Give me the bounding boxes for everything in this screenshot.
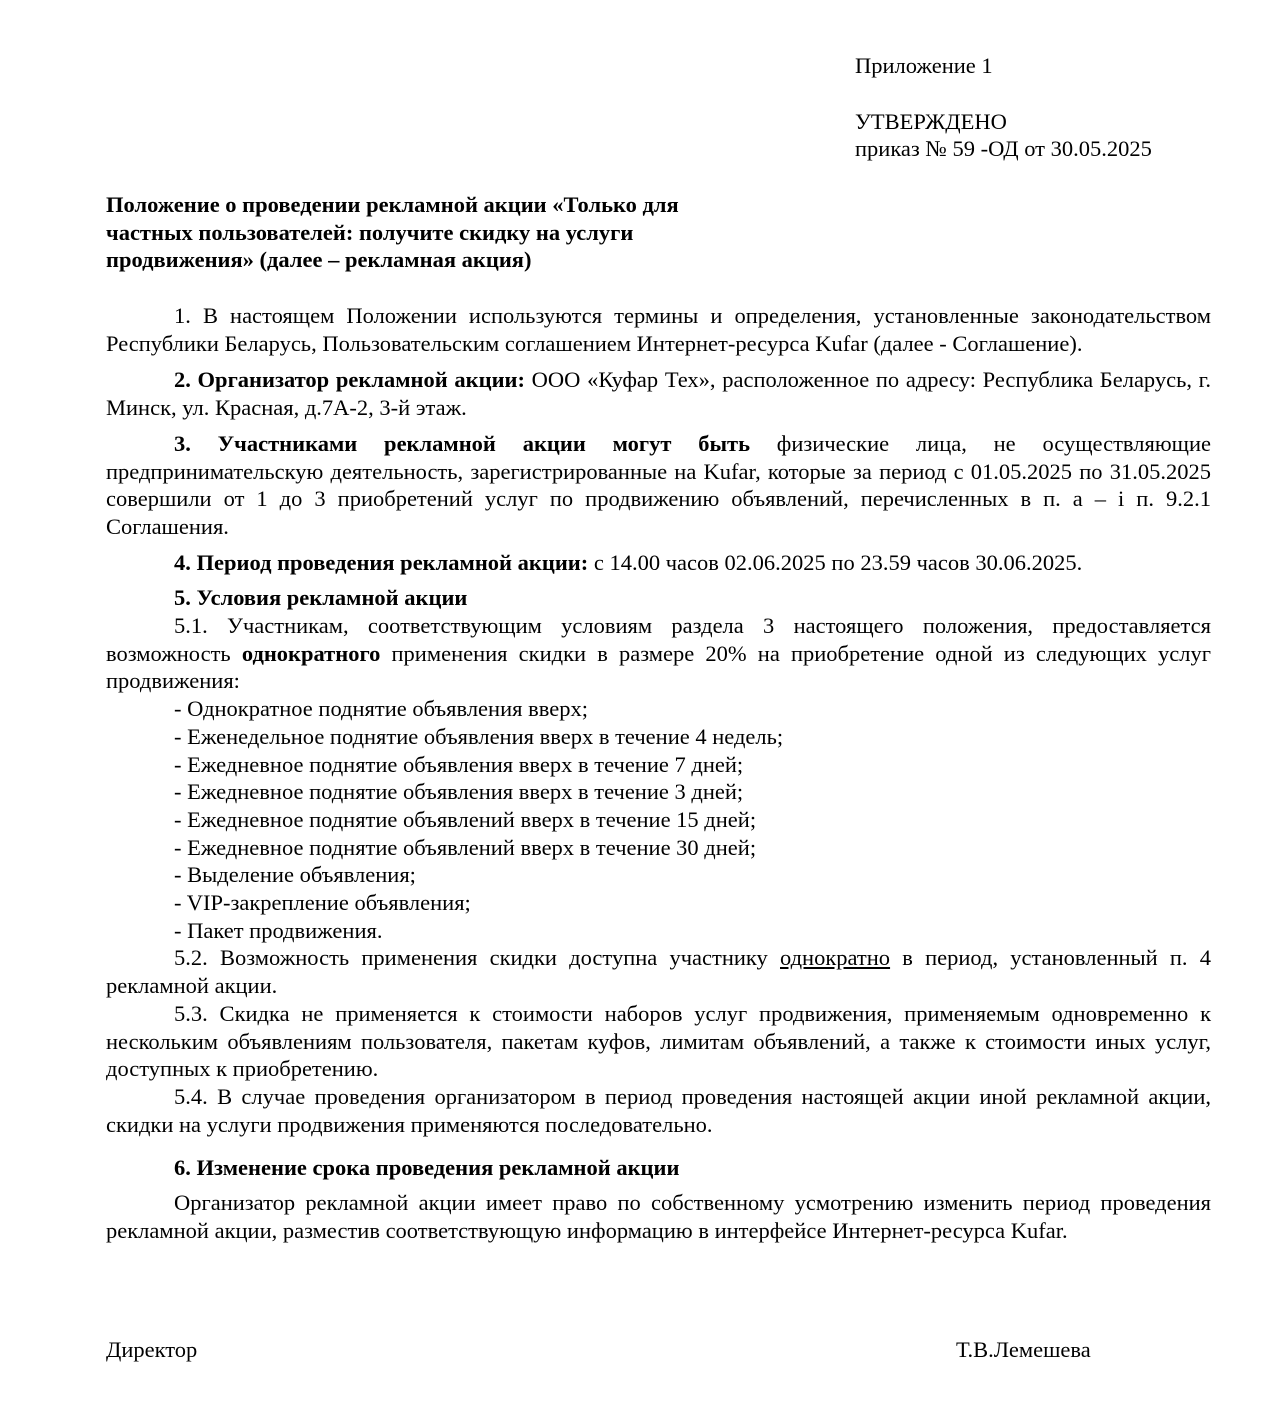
section-5-2-underlined: однократно (780, 945, 891, 971)
section-5-2-text-a: 5.2. Возможность применения скидки доступна участнику (174, 945, 780, 971)
list-item: - VIP-закрепление объявления; (174, 890, 471, 916)
appendix-label: Приложение 1 (855, 53, 993, 78)
section-6-text: Организатор рекламной акции имеет право по собственному усмотрению изменить период проведения рекламной акции, разместив соответствующую информацию в интерфейсе Интернет-ресурса Kufar. (106, 1190, 1211, 1243)
section-4-label: 4. Период проведения рекламной акции: (174, 549, 589, 575)
section-3 (106, 430, 1211, 541)
section-5-1-bold: однократного (241, 640, 381, 666)
section-5-1-text-b: применения скидки в размере 20% на приобретение одной из следующих услуг продвижения: (106, 640, 1211, 694)
section-3-text: физические лица, не осуществляющие предпринимательскую деятельность, зарегистрированные на Kufar, которые за период с 01.05.2025 по 31.05.2025 совершили от 1 до 3 приобретений услуг по продвижению объявлений, перечисленных в п. а – i п. 9.2.1 Соглашения. (106, 430, 1211, 539)
section-5-1 (106, 612, 1211, 695)
signature-name: Т.В.Лемешева (956, 1337, 1091, 1362)
title-line-1: Положение о проведении рекламной акции «Только для (106, 192, 679, 217)
section-4-text: с 14.00 часов 02.06.2025 по 23.59 часов 30.06.2025. (588, 549, 1083, 575)
section-3-label: 3. Участниками рекламной акции могут быть (174, 430, 750, 456)
section-5-4: 5.4. В случае проведения организатором в период проведения настоящей акции иной рекламной акции, скидки на услуги продвижения применяются последовательно. (106, 1083, 1211, 1137)
list-item: - Ежедневное поднятие объявлений вверх в течение 30 дней; (174, 834, 757, 860)
list-item: - Пакет продвижения. (174, 917, 383, 943)
order-reference: приказ № 59 -ОД от 30.05.2025 (855, 136, 1152, 162)
list-item: - Ежедневное поднятие объявления вверх в течение 7 дней; (174, 751, 744, 777)
section-1-text: 1. В настоящем Положении используются термины и определения, установленные законодательством Республики Беларусь, Пользовательским соглашением Интернет-ресурса Kufar (далее - Соглашение). (106, 303, 1211, 356)
list-item: - Еженедельное поднятие объявления вверх в течение 4 недель; (174, 723, 784, 749)
signature-position: Директор (106, 1337, 198, 1362)
document-body (106, 302, 1211, 1245)
list-item: - Однократное поднятие объявления вверх; (174, 696, 588, 722)
section-5-heading: 5. Условия рекламной акции (174, 585, 468, 611)
section-2-label: 2. Организатор рекламной акции: (174, 367, 525, 393)
section-4 (106, 549, 1211, 577)
section-5-1-text-a: 5.1. Участникам, соответствующим условиям раздела 3 настоящего положения, предоставляется возможность (106, 613, 1211, 666)
section-5-2-text-b: в период, установленный п. 4 рекламной акции. (106, 945, 1212, 999)
section-6-heading: 6. Изменение срока проведения рекламной акции (174, 1155, 680, 1181)
approved-label: УТВЕРЖДЕНО (855, 108, 1007, 134)
list-item: - Выделение объявления; (174, 862, 416, 888)
title-line-2: частных пользователей: получите скидку на услуги (106, 219, 634, 245)
section-5-2 (106, 944, 1211, 999)
services-list (106, 695, 1211, 944)
title-line-3: продвижения» (далее – рекламная акция) (106, 247, 532, 273)
section-1 (106, 302, 1211, 357)
section-2 (106, 366, 1211, 421)
section-5-3: 5.3. Скидка не применяется к стоимости наборов услуг продвижения, применяемым одновременно к нескольким объявлениям пользователя, пакетам куфов, лимитам объявлений, а также к стоимости иных услуг, доступных к приобретению. (106, 1000, 1211, 1082)
document-title (106, 191, 746, 274)
approval-block (855, 52, 1275, 163)
list-item: - Ежедневное поднятие объявлений вверх в течение 15 дней; (174, 806, 757, 832)
section-2-text: ООО «Куфар Тех», расположенное по адресу: Республика Беларусь, г. Минск, ул. Красная, д.7А-2, 3-й этаж. (106, 367, 1211, 421)
list-item: - Ежедневное поднятие объявления вверх в течение 3 дней; (174, 779, 744, 805)
